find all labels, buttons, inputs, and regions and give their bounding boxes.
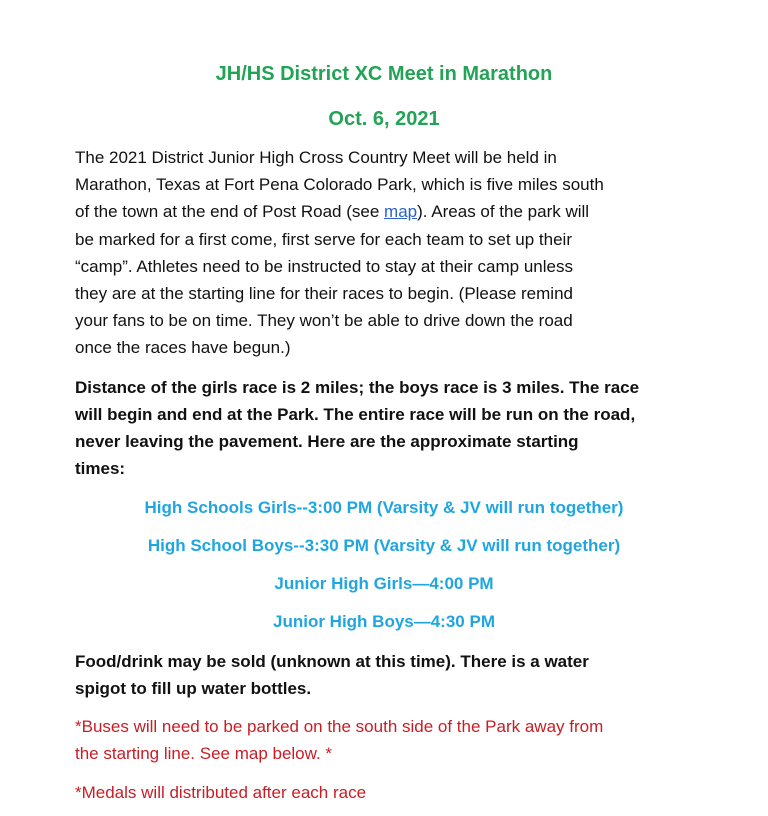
schedule-jh-girls: Junior High Girls—4:00 PM — [274, 574, 494, 593]
intro-line: The 2021 District Junior High Cross Country Meet will be held in — [75, 148, 557, 167]
map-link[interactable]: map — [384, 202, 418, 222]
intro-line: once the races have begun.) — [75, 338, 291, 358]
page-title: JH/HS District XC Meet in Marathon — [215, 63, 553, 85]
schedule-hs-boys: High School Boys--3:30 PM (Varsity & JV will run together) — [147, 536, 621, 555]
intro-text: of the town at the end of Post Road (see — [75, 202, 385, 222]
medals-note: *Medals will distributed after each race — [75, 783, 367, 802]
schedule-hs-girls: High Schools Girls--3:00 PM (Varsity & JV will run together) — [144, 498, 624, 517]
distance-line: will begin and end at the Park. The entire race will be run on the road, — [75, 405, 636, 424]
buses-note — [75, 713, 695, 767]
intro-line — [75, 198, 695, 225]
intro-line: be marked for a first come, first serve for each team to set up their — [75, 229, 572, 249]
distance-line: Distance of the girls race is 2 miles; the boys race is 3 miles. The race — [75, 378, 640, 397]
food-line: Food/drink may be sold (unknown at this time). There is a water — [75, 652, 589, 671]
food-line: spigot to fill up water bottles. — [75, 679, 312, 698]
intro-line: “camp”. Athletes need to be instructed to stay at their camp unless — [75, 256, 573, 276]
distance-paragraph — [75, 374, 695, 482]
intro-text: ). Areas of the park will — [417, 202, 590, 222]
intro-line: Marathon, Texas at Fort Pena Colorado Park, which is five miles south — [75, 175, 604, 195]
buses-line: the starting line. See map below. * — [75, 744, 333, 763]
distance-line: times: — [75, 459, 126, 478]
buses-line: *Buses will need to be parked on the south side of the Park away from — [75, 717, 604, 736]
intro-line: they are at the starting line for their races to begin. (Please remind — [75, 284, 573, 304]
distance-line: never leaving the pavement. Here are the approximate starting — [75, 432, 579, 451]
intro-line: your fans to be on time. They won’t be able to drive down the road — [75, 311, 573, 331]
intro-paragraph — [75, 144, 695, 362]
food-paragraph — [75, 648, 695, 702]
event-date: Oct. 6, 2021 — [328, 108, 440, 130]
schedule-jh-boys: Junior High Boys—4:30 PM — [273, 612, 495, 631]
